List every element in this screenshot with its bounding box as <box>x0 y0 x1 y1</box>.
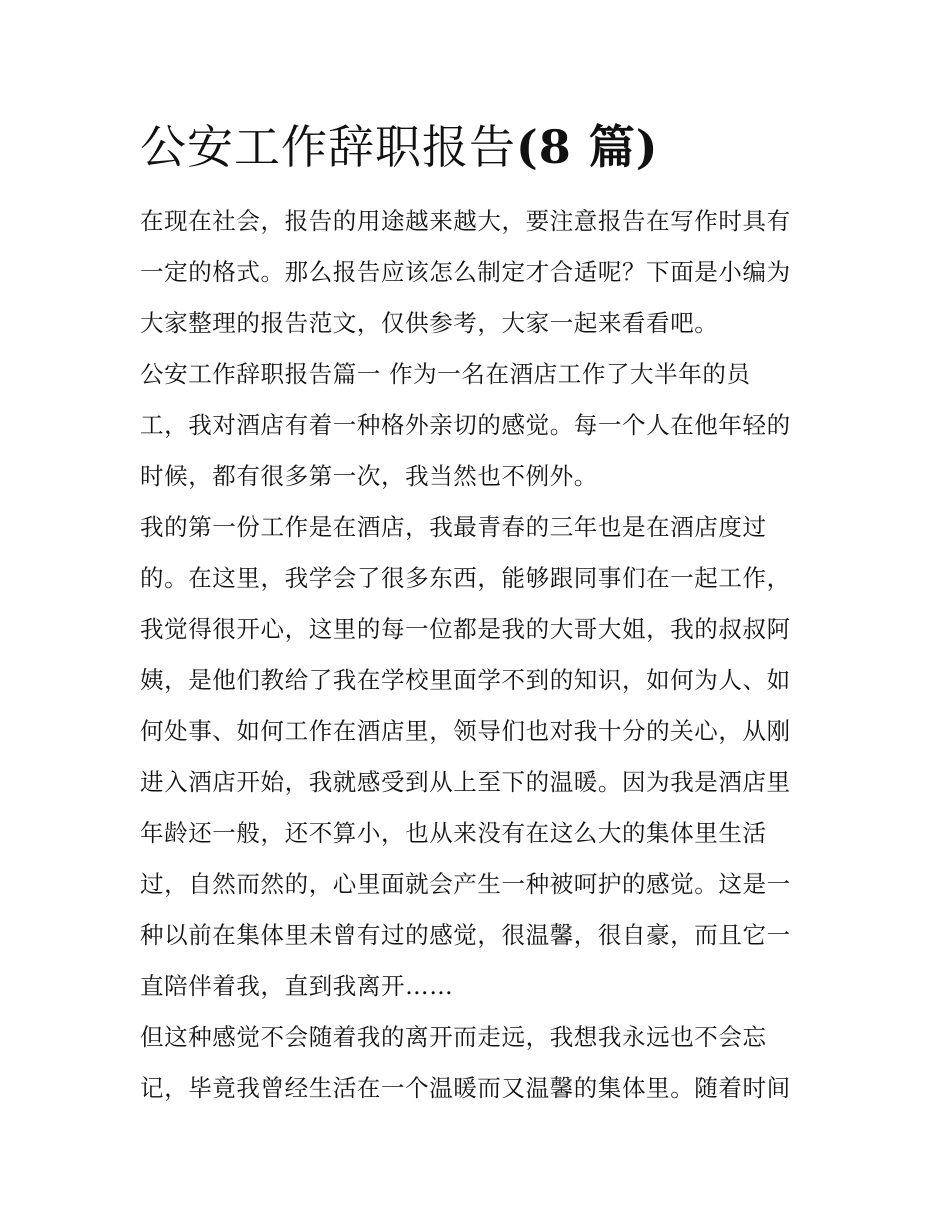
document-body <box>140 196 820 1114</box>
text-line: 记，毕竟我曾经生活在一个温暖而又温馨的集体里。随着时间 <box>140 1074 791 1102</box>
title-text: 公安工作辞职报告 <box>140 120 516 174</box>
text-line: 在现在社会，报告的用途越来越大，要注意报告在写作时具有 <box>140 207 791 235</box>
text-line: 姨，是他们教给了我在学校里面学不到的知识，如何为人、如 <box>140 666 791 694</box>
text-line: 进入酒店开始，我就感受到从上至下的温暖。因为我是酒店里 <box>140 768 791 796</box>
text-line: 我觉得很开心，这里的每一位都是我的大哥大姐，我的叔叔阿 <box>140 615 791 643</box>
text-line: 大家整理的报告范文，仅供参考，大家一起来看看吧。 <box>140 309 719 337</box>
title-count: (8 篇) <box>516 120 659 174</box>
text-line: 我的第一份工作是在酒店，我最青春的三年也是在酒店度过 <box>140 513 767 541</box>
text-line: 的。在这里，我学会了很多东西，能够跟同事们在一起工作， <box>140 564 791 592</box>
text-line: 一定的格式。那么报告应该怎么制定才合适呢？下面是小编为 <box>140 258 791 286</box>
text-line: 工，我对酒店有着一种格外亲切的感觉。每一个人在他年轻的 <box>140 411 791 439</box>
text-line: 时候，都有很多第一次，我当然也不例外。 <box>140 462 598 490</box>
text-line: 种以前在集体里未曾有过的感觉，很温馨，很自豪，而且它一 <box>140 921 791 949</box>
text-line: 年龄还一般，还不算小，也从来没有在这么大的集体里生活 <box>140 819 767 847</box>
text-line: 过，自然而然的，心里面就会产生一种被呵护的感觉。这是一 <box>140 870 791 898</box>
document-title <box>140 112 820 182</box>
text-line: 何处事、如何工作在酒店里，领导们也对我十分的关心，从刚 <box>140 717 791 745</box>
text-line: 直陪伴着我，直到我离开…… <box>140 972 454 1000</box>
text-line: 公安工作辞职报告篇一 作为一名在酒店工作了大半年的员 <box>140 360 751 388</box>
text-line: 但这种感觉不会随着我的离开而走远，我想我永远也不会忘 <box>140 1023 767 1051</box>
